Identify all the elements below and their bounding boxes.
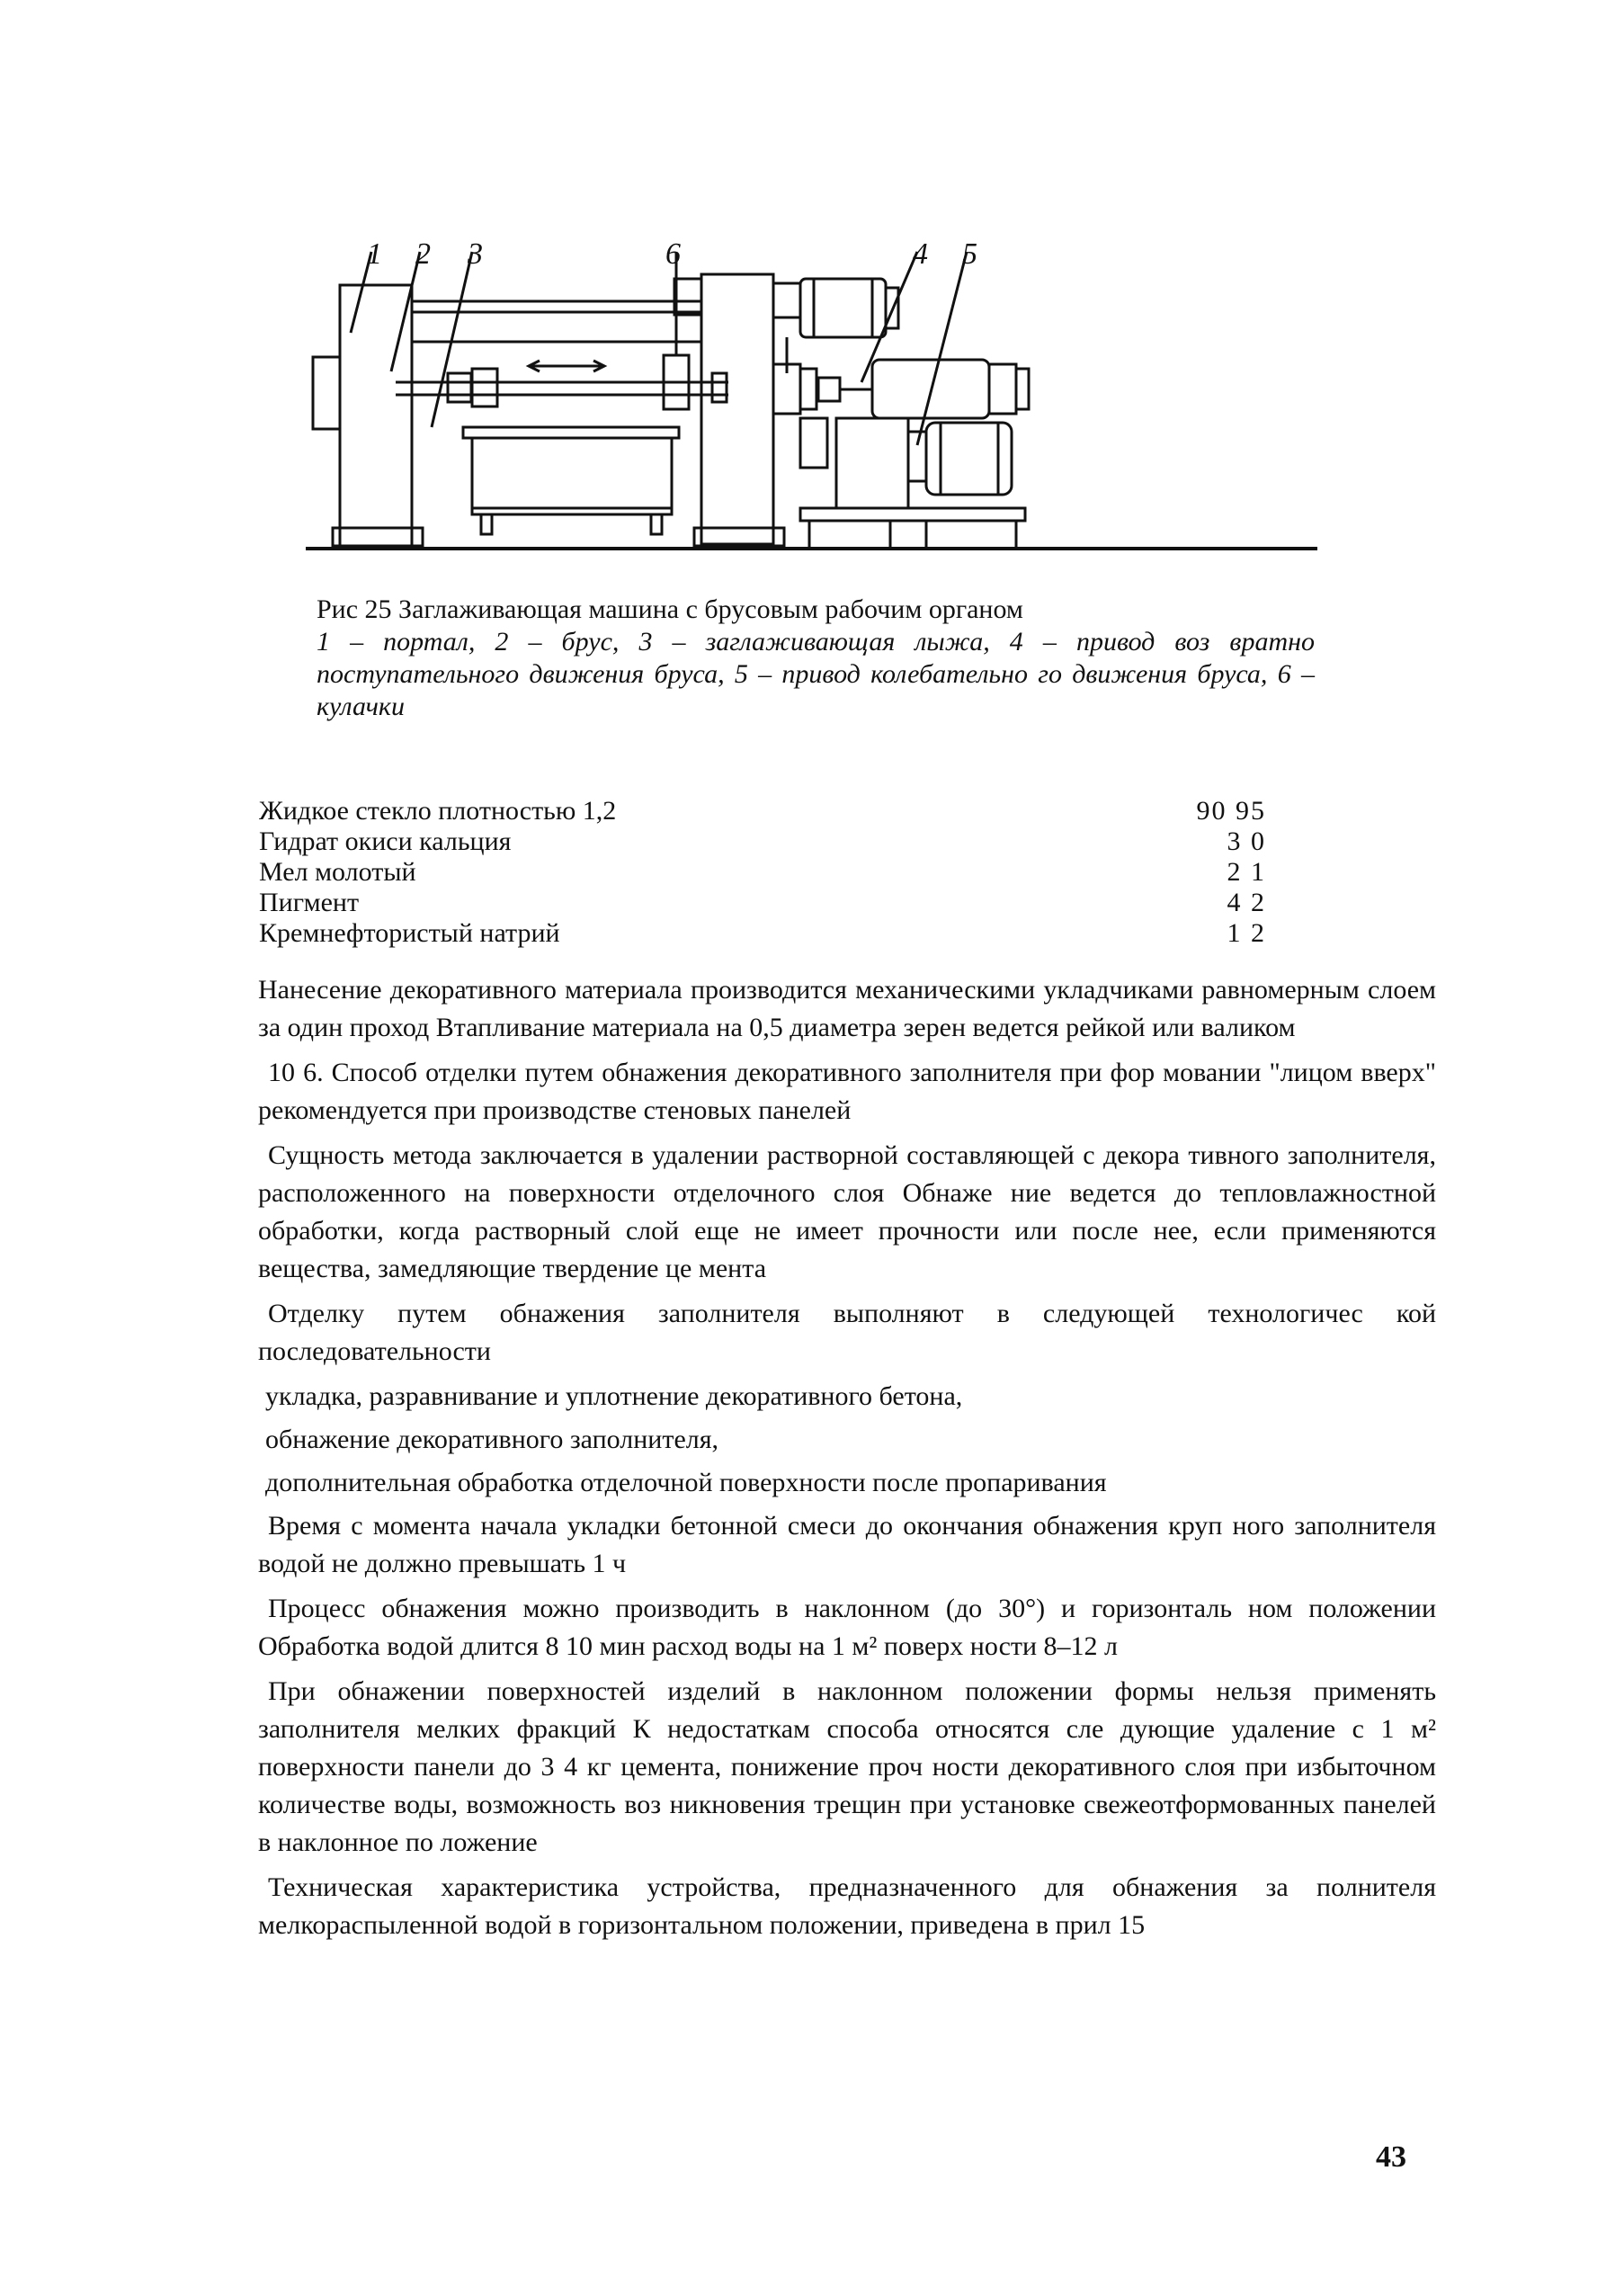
composition-row bbox=[259, 888, 1266, 918]
component-name: Жидкое стекло плотностью 1,2 bbox=[259, 796, 617, 826]
figure-label-6: 6 bbox=[665, 238, 681, 271]
component-name: Кремнефтористый натрий bbox=[259, 918, 560, 948]
list-item: укладка, разравнивание и уплотнение декоративного бетона, bbox=[265, 1381, 963, 1411]
composition-table bbox=[259, 796, 1266, 949]
paragraph: Отделку путем обнажения заполнителя выполняют в следующей технологичес кой последовательности bbox=[258, 1299, 1436, 1366]
paragraph: Время с момента начала укладки бетонной смеси до окончания обнажения круп ного заполнителя водой не должно превышать 1 ч bbox=[258, 1511, 1436, 1578]
caption-title: Рис 25 Заглаживающая машина с брусовым рабочим органом bbox=[317, 594, 1023, 624]
paragraph: Сущность метода заключается в удалении растворной составляющей с декора тивного заполнителя, расположенного на поверхности отделочного слоя Обнаже ние ведется до тепловлажностной обработки, когда растворный слой еще не имеет прочности или после нее, если применяются вещества, замедляющие твердение це мента bbox=[258, 1140, 1436, 1283]
paragraph: Процесс обнажения можно производить в наклонном (до 30°) и горизонталь ном положении Обработка водой длится 8 10 мин расход воды на 1 м² поверх ности 8–12 л bbox=[258, 1594, 1436, 1661]
list-item: обнажение декоративного заполнителя, bbox=[265, 1425, 719, 1454]
section-paragraph: 10 6. Способ отделки путем обнажения декоративного заполнителя при фор мовании "лицом вверх" рекомендуется при производстве стеновых панелей bbox=[258, 1058, 1436, 1125]
composition-row bbox=[259, 826, 1266, 857]
figure-caption bbox=[317, 594, 1315, 723]
figure-label-3: 3 bbox=[468, 238, 483, 271]
machine-drawing bbox=[297, 238, 1322, 580]
figure-label-4: 4 bbox=[913, 238, 928, 271]
component-name: Мел молотый bbox=[259, 857, 416, 887]
component-value: 4 2 bbox=[1227, 888, 1266, 917]
component-value: 90 95 bbox=[1196, 796, 1266, 826]
list-item: дополнительная обработка отделочной поверхности после пропаривания bbox=[265, 1468, 1107, 1497]
paragraph: Техническая характеристика устройства, предназначенного для обнажения за полнителя мелкораспыленной водой в горизонтальном положении, приведена в прил 15 bbox=[258, 1872, 1436, 1940]
page-number: 43 bbox=[1376, 2140, 1406, 2174]
figure-label-2: 2 bbox=[415, 238, 431, 271]
component-value: 3 0 bbox=[1227, 826, 1266, 856]
figure-label-5: 5 bbox=[962, 238, 977, 271]
composition-row bbox=[259, 918, 1266, 949]
body-text bbox=[258, 971, 1436, 1952]
paragraph: При обнажении поверхностей изделий в наклонном положении формы нельзя применять заполнителя мелких фракций К недостаткам способа относятся сле дующие удаление с 1 м² поверхности панели до 3 4 кг цемента, понижение проч ности декоративного слоя при избыточном количестве воды, возможность воз никновения трещин при установке свежеотформованных панелей в наклонное по ложение bbox=[258, 1676, 1436, 1857]
composition-row bbox=[259, 796, 1266, 826]
composition-row bbox=[259, 857, 1266, 888]
component-value: 2 1 bbox=[1227, 857, 1266, 887]
figure-label-1: 1 bbox=[367, 238, 382, 271]
paragraph: Нанесение декоративного материала производится механическими укладчиками равномерным слоем за один проход Втапливание материала на 0,5 диаметра зерен ведется рейкой или валиком bbox=[258, 975, 1436, 1042]
component-name: Гидрат окиси кальция bbox=[259, 826, 512, 856]
caption-legend: 1 – портал, 2 – брус, 3 – заглаживающая лыжа, 4 – привод воз вратно поступательного движения бруса, 5 – привод колебательно го движения бруса, 6 – кулачки bbox=[317, 627, 1315, 721]
component-name: Пигмент bbox=[259, 888, 360, 917]
component-value: 1 2 bbox=[1227, 918, 1266, 948]
